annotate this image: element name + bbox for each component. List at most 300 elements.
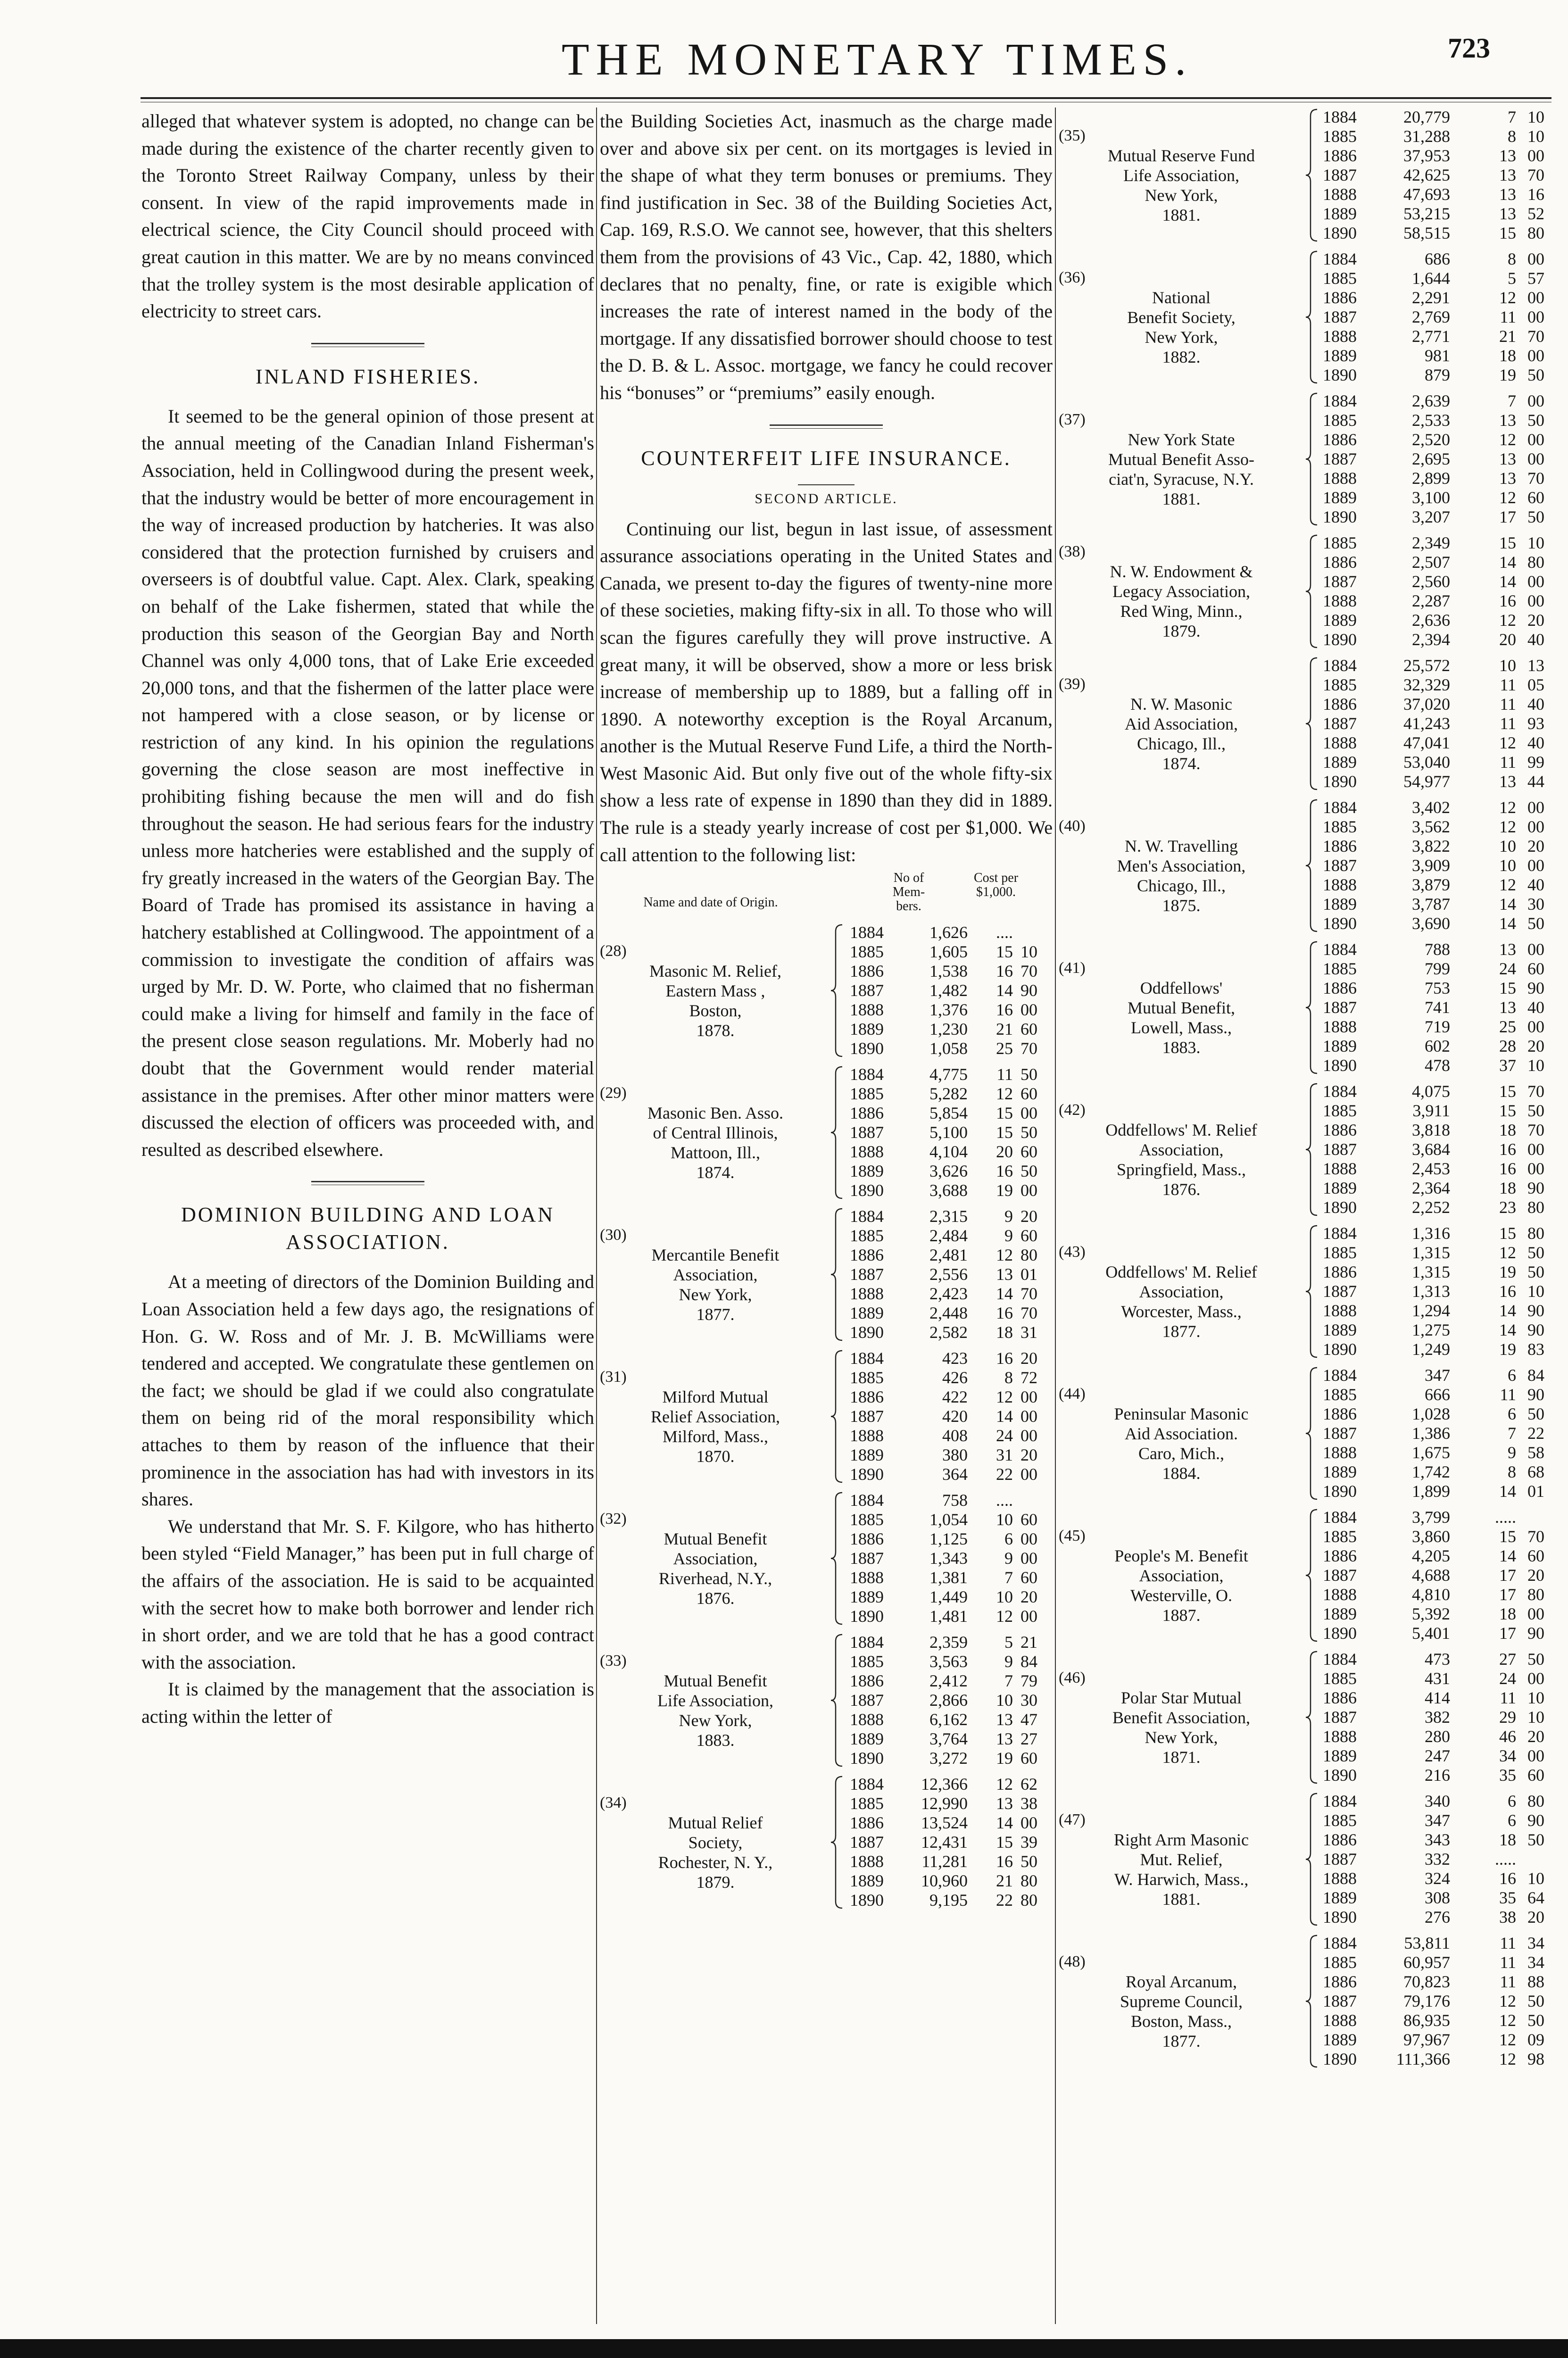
association-name-line: Association, bbox=[1139, 1140, 1224, 1159]
association-figures bbox=[850, 923, 1037, 1058]
brace-glyph bbox=[829, 1065, 845, 1200]
members-cell: 5,401 bbox=[1412, 1624, 1450, 1643]
table-row bbox=[1323, 611, 1559, 630]
cost-cents-cell: 80 bbox=[1020, 1891, 1037, 1910]
table-row bbox=[1323, 1017, 1559, 1037]
cost-dollars-cell: 11 bbox=[1500, 695, 1516, 714]
members-cell: 380 bbox=[942, 1445, 968, 1465]
table-row bbox=[850, 1465, 1037, 1484]
association-name bbox=[1059, 1526, 1304, 1625]
heading-inland-fisheries: INLAND FISHERIES. bbox=[255, 365, 481, 388]
association-name-line: Boston, bbox=[689, 1001, 742, 1020]
association-entry bbox=[1059, 656, 1559, 794]
association-name-line: N. W. Masonic bbox=[1130, 694, 1232, 714]
association-name-line: 1883. bbox=[1162, 1038, 1201, 1057]
year-cell: 1887 bbox=[1323, 572, 1357, 591]
year-cell: 1885 bbox=[850, 1084, 884, 1104]
cost-cents-cell: 68 bbox=[1527, 1462, 1544, 1481]
cost-dollars-cell: 13 bbox=[1499, 204, 1516, 223]
year-cell: 1890 bbox=[850, 1607, 884, 1626]
association-figures bbox=[850, 1491, 1037, 1626]
cost-dollars-cell: 13 bbox=[1499, 185, 1516, 204]
cost-dollars-cell: 12 bbox=[1499, 488, 1516, 507]
table-row bbox=[1323, 411, 1559, 430]
table-row bbox=[1323, 591, 1559, 611]
table-row bbox=[850, 1368, 1037, 1387]
association-entry bbox=[600, 1065, 1053, 1203]
brace-glyph bbox=[1304, 798, 1320, 933]
association-name-line: Men's Association, bbox=[1117, 856, 1246, 875]
cost-dollars-cell: 18 bbox=[1499, 1179, 1516, 1197]
association-name bbox=[600, 1793, 831, 1892]
members-cell: 1,605 bbox=[929, 942, 968, 962]
members-cell: 879 bbox=[1425, 365, 1450, 384]
table-row bbox=[1323, 1243, 1559, 1262]
members-cell: 53,811 bbox=[1404, 1934, 1450, 1952]
members-cell: 2,349 bbox=[1412, 533, 1450, 552]
year-cell: 1888 bbox=[850, 1568, 884, 1587]
year-cell: 1887 bbox=[1323, 856, 1357, 875]
year-cell: 1887 bbox=[1323, 1424, 1357, 1443]
cost-dollars-cell: 14 bbox=[1499, 1546, 1516, 1565]
members-cell: 60,957 bbox=[1403, 1953, 1450, 1972]
association-name-line: Rochester, N. Y., bbox=[658, 1852, 773, 1872]
year-cell: 1888 bbox=[1323, 1017, 1357, 1036]
members-cell: 2,291 bbox=[1412, 288, 1450, 307]
cost-dollars-cell: 18 bbox=[996, 1323, 1013, 1342]
cost-cents-cell: 44 bbox=[1527, 772, 1544, 791]
association-name-line: Aid Association, bbox=[1125, 714, 1238, 733]
year-cell: 1884 bbox=[1323, 798, 1357, 817]
members-cell: 719 bbox=[1425, 1017, 1450, 1036]
table-row bbox=[1323, 1830, 1559, 1850]
brace-glyph bbox=[1304, 1792, 1320, 1927]
table-row bbox=[850, 1729, 1037, 1749]
year-cell: 1885 bbox=[1323, 817, 1357, 836]
association-name-line: Red Wing, Minn., bbox=[1120, 602, 1243, 621]
table-row bbox=[850, 981, 1037, 1000]
cost-dollars-cell: 12 bbox=[1499, 875, 1516, 894]
cost-cents-cell: 50 bbox=[1527, 507, 1544, 526]
year-cell: 1889 bbox=[1323, 1179, 1357, 1197]
cost-dollars-cell: 11 bbox=[1500, 675, 1516, 694]
table-row bbox=[1323, 1624, 1559, 1643]
cost-cents-cell: 00 bbox=[1527, 391, 1544, 410]
table-row bbox=[1323, 1972, 1559, 1992]
year-cell: 1885 bbox=[1323, 127, 1357, 146]
members-cell: 3,799 bbox=[1412, 1508, 1450, 1527]
cost-dollars-cell: 12 bbox=[1499, 817, 1516, 836]
association-figures bbox=[1323, 656, 1559, 791]
members-cell: 111,366 bbox=[1396, 2050, 1450, 2068]
table-row bbox=[1323, 2050, 1559, 2069]
cost-cents-cell: 00 bbox=[1020, 1000, 1037, 1020]
table-row bbox=[1323, 1482, 1559, 1501]
members-cell: 666 bbox=[1425, 1385, 1450, 1404]
cost-dollars-cell: 7 bbox=[1508, 1424, 1516, 1443]
cost-dollars-cell: 6 bbox=[1004, 1529, 1013, 1549]
association-name bbox=[1059, 674, 1304, 773]
association-name bbox=[1059, 1100, 1304, 1199]
members-cell: 2,556 bbox=[929, 1265, 968, 1284]
association-figures bbox=[850, 1065, 1037, 1200]
column-header-cost: Cost per $1,000. bbox=[973, 871, 1019, 900]
members-cell: 414 bbox=[1425, 1688, 1450, 1707]
table-row bbox=[850, 1065, 1037, 1084]
year-cell: 1887 bbox=[1323, 1566, 1357, 1585]
year-cell: 1888 bbox=[850, 1710, 884, 1729]
members-cell: 9,195 bbox=[929, 1891, 968, 1910]
members-cell: 347 bbox=[1425, 1366, 1450, 1385]
article-paragraph: Continuing our list, begun in last issue, of assessment assurance associations operating in the United States and Canada, we present to-day the figures of twenty-nine more of these societies, making fifty-six in all. To those who will scan the figures carefully they will prove instructive. A great many, it will be observed, show a more or less brisk increase of membership up to 1889, but a falling off in 1890. A noteworthy exception is the Royal Arcanum, another is the Mutual Reserve Fund Life, a third the North-West Masonic Aid. But only five out of the whole fifty-six show a less rate of expense in 1890 than they did in 1889. The rule is a steady yearly increase of cost per $1,000. We call attention to the following list: bbox=[600, 518, 1053, 865]
members-cell: 423 bbox=[942, 1349, 968, 1368]
cost-dollars-cell: 19 bbox=[1499, 365, 1516, 384]
association-figures bbox=[1323, 940, 1559, 1075]
table-row bbox=[1323, 224, 1559, 243]
cost-cents-cell: 70 bbox=[1527, 469, 1544, 488]
cost-dollars-cell: 12 bbox=[1499, 2011, 1516, 2030]
association-name-line: ciat'n, Syracuse, N.Y. bbox=[1109, 469, 1254, 489]
cost-cents-cell: 00 bbox=[1527, 940, 1544, 959]
cost-dollars-cell: 13 bbox=[996, 1794, 1013, 1813]
association-name-line: of Central Illinois, bbox=[653, 1123, 778, 1142]
table-row bbox=[1323, 1888, 1559, 1908]
table-row bbox=[850, 1549, 1037, 1568]
association-entry bbox=[1059, 1366, 1559, 1504]
cost-dollars-cell: 16 bbox=[1499, 1282, 1516, 1301]
year-cell: 1885 bbox=[850, 1226, 884, 1245]
cost-cents-cell: 60 bbox=[1527, 959, 1544, 978]
cost-dollars-cell: 16 bbox=[1499, 1140, 1516, 1159]
table-row bbox=[850, 1691, 1037, 1710]
association-name bbox=[1059, 1242, 1304, 1341]
members-cell: 1,742 bbox=[1412, 1462, 1450, 1481]
column-header-name: Name and date of Origin. bbox=[643, 895, 778, 910]
members-cell: 2,866 bbox=[929, 1691, 968, 1710]
association-number: (47) bbox=[1059, 1810, 1086, 1828]
table-row bbox=[1323, 817, 1559, 837]
association-name-line: 1877. bbox=[1162, 1321, 1201, 1341]
brace-glyph bbox=[829, 1349, 845, 1484]
cost-dollars-cell: 21 bbox=[996, 1871, 1013, 1891]
association-name-line: 1878. bbox=[696, 1021, 735, 1040]
association-name bbox=[1059, 816, 1304, 915]
members-cell: 79,176 bbox=[1403, 1992, 1450, 2010]
year-cell: 1888 bbox=[850, 1852, 884, 1871]
cost-cents-cell: 70 bbox=[1527, 1121, 1544, 1139]
association-name bbox=[1059, 1384, 1304, 1483]
members-cell: 1,449 bbox=[929, 1587, 968, 1607]
association-entry bbox=[1059, 108, 1559, 246]
cost-dollars-cell: 16 bbox=[996, 1162, 1013, 1181]
cost-cents-cell: 20 bbox=[1020, 1349, 1037, 1368]
cost-dollars-cell: 6 bbox=[1508, 1366, 1516, 1385]
table-row bbox=[850, 962, 1037, 981]
members-cell: 12,990 bbox=[921, 1794, 968, 1813]
cost-cents-cell: 90 bbox=[1527, 979, 1544, 997]
association-entry bbox=[1059, 1224, 1559, 1362]
members-cell: 686 bbox=[1425, 249, 1450, 268]
members-cell: 788 bbox=[1425, 940, 1450, 959]
year-cell: 1889 bbox=[1323, 1320, 1357, 1339]
brace-glyph bbox=[1304, 1934, 1320, 2069]
year-cell: 1884 bbox=[1323, 249, 1357, 268]
association-number: (46) bbox=[1059, 1669, 1086, 1686]
members-cell: 12,366 bbox=[921, 1775, 968, 1794]
year-cell: 1886 bbox=[1323, 1830, 1357, 1849]
cost-cents-cell: 60 bbox=[1020, 1568, 1037, 1587]
members-cell: 41,243 bbox=[1403, 714, 1450, 733]
year-cell: 1887 bbox=[1323, 1850, 1357, 1868]
association-figures bbox=[850, 1633, 1037, 1768]
association-number: (42) bbox=[1059, 1101, 1086, 1119]
year-cell: 1888 bbox=[850, 1284, 884, 1304]
table-row bbox=[1323, 1320, 1559, 1340]
cost-dollars-cell: 15 bbox=[996, 1123, 1013, 1142]
year-cell: 1889 bbox=[1323, 2030, 1357, 2049]
cost-dollars-cell: 16 bbox=[996, 1852, 1013, 1871]
year-cell: 1887 bbox=[850, 1691, 884, 1710]
association-name-line: 1881. bbox=[1162, 489, 1201, 508]
association-name-line: 1882. bbox=[1162, 347, 1201, 366]
association-name-line: 1875. bbox=[1162, 896, 1201, 915]
cost-dollars-cell: 9 bbox=[1004, 1207, 1013, 1226]
cost-cents-cell: 60 bbox=[1020, 1020, 1037, 1039]
members-cell: 332 bbox=[1425, 1850, 1450, 1868]
members-cell: 2,287 bbox=[1412, 591, 1450, 610]
table-row bbox=[1323, 1462, 1559, 1482]
year-cell: 1886 bbox=[850, 1387, 884, 1407]
cost-dollars-cell: 18 bbox=[1499, 346, 1516, 365]
association-name bbox=[1059, 542, 1304, 641]
cost-cents-cell: 10 bbox=[1527, 1282, 1544, 1301]
association-figures bbox=[1323, 1934, 1559, 2069]
association-name-line: Milford, Mass., bbox=[663, 1427, 768, 1446]
year-cell: 1886 bbox=[1323, 979, 1357, 997]
table-row bbox=[850, 1833, 1037, 1852]
table-row bbox=[1323, 469, 1559, 488]
table-row bbox=[1323, 327, 1559, 346]
year-cell: 1890 bbox=[850, 1323, 884, 1342]
members-cell: 3,688 bbox=[929, 1181, 968, 1200]
association-name-line: Life Association, bbox=[1123, 166, 1239, 185]
cost-dollars-cell: 6 bbox=[1508, 1811, 1516, 1830]
cost-cents-cell: 60 bbox=[1020, 1226, 1037, 1245]
table-row bbox=[1323, 185, 1559, 204]
association-name-line: Association, bbox=[673, 1549, 758, 1568]
association-name-line: Oddfellows' M. Relief bbox=[1105, 1120, 1257, 1139]
cost-dollars-cell: .... bbox=[996, 923, 1013, 942]
cost-dollars-cell: 27 bbox=[1499, 1650, 1516, 1669]
association-entry bbox=[1059, 1792, 1559, 1930]
cost-cents-cell: 50 bbox=[1020, 1065, 1037, 1084]
table-row bbox=[1323, 1262, 1559, 1282]
cost-cents-cell: 79 bbox=[1020, 1671, 1037, 1691]
table-row bbox=[1323, 875, 1559, 895]
association-number: (40) bbox=[1059, 817, 1086, 835]
association-entry bbox=[600, 1207, 1053, 1345]
year-cell: 1886 bbox=[850, 1245, 884, 1265]
cost-cents-cell: 00 bbox=[1527, 146, 1544, 165]
table-row bbox=[1323, 1650, 1559, 1669]
year-cell: 1884 bbox=[1323, 1650, 1357, 1669]
section-divider bbox=[311, 1181, 424, 1185]
cost-dollars-cell: 12 bbox=[1499, 2050, 1516, 2068]
cost-cents-cell: 50 bbox=[1527, 1243, 1544, 1262]
cost-cents-cell: 09 bbox=[1527, 2030, 1544, 2049]
cost-dollars-cell: 24 bbox=[996, 1426, 1013, 1445]
year-cell: 1885 bbox=[1323, 411, 1357, 430]
table-row bbox=[850, 1387, 1037, 1407]
association-name-line: Benefit Association, bbox=[1112, 1708, 1250, 1727]
association-name-line: New York, bbox=[679, 1285, 752, 1304]
year-cell: 1885 bbox=[1323, 1243, 1357, 1262]
year-cell: 1890 bbox=[1323, 365, 1357, 384]
cost-dollars-cell: 14 bbox=[1499, 895, 1516, 913]
table-row bbox=[1323, 1527, 1559, 1546]
cost-cents-cell: 00 bbox=[1527, 249, 1544, 268]
year-cell: 1888 bbox=[1323, 1869, 1357, 1888]
cost-dollars-cell: 22 bbox=[996, 1465, 1013, 1484]
table-row bbox=[1323, 837, 1559, 856]
table-header bbox=[600, 871, 1053, 923]
association-figures bbox=[1323, 798, 1559, 933]
table-row bbox=[1323, 1366, 1559, 1385]
association-name-line: National bbox=[1152, 288, 1211, 307]
brace-glyph bbox=[1304, 1650, 1320, 1785]
table-row bbox=[1323, 895, 1559, 914]
cost-cents-cell: 93 bbox=[1527, 714, 1544, 733]
members-cell: 32,329 bbox=[1403, 675, 1450, 694]
table-row bbox=[1323, 1934, 1559, 1953]
association-name-line: Mattoon, Ill., bbox=[671, 1143, 760, 1162]
table-row bbox=[1323, 856, 1559, 875]
year-cell: 1888 bbox=[1323, 1727, 1357, 1746]
year-cell: 1886 bbox=[1323, 695, 1357, 714]
year-cell: 1885 bbox=[1323, 675, 1357, 694]
year-cell: 1886 bbox=[850, 1104, 884, 1123]
members-cell: 741 bbox=[1425, 998, 1450, 1017]
year-cell: 1884 bbox=[1323, 656, 1357, 675]
table-row bbox=[1323, 979, 1559, 998]
cost-cents-cell: 70 bbox=[1527, 327, 1544, 346]
members-cell: 280 bbox=[1425, 1727, 1450, 1746]
table-row bbox=[1323, 1056, 1559, 1075]
association-name-line: Mutual Benefit bbox=[664, 1671, 767, 1690]
cost-dollars-cell: 17 bbox=[1499, 507, 1516, 526]
association-name-line: Masonic M. Relief, bbox=[649, 961, 781, 980]
association-name-line: 1876. bbox=[696, 1588, 735, 1608]
cost-dollars-cell: 13 bbox=[996, 1710, 1013, 1729]
table-row bbox=[1323, 1179, 1559, 1198]
members-cell: 473 bbox=[1425, 1650, 1450, 1669]
table-row bbox=[1323, 1792, 1559, 1811]
table-row bbox=[1323, 365, 1559, 385]
cost-dollars-cell: 38 bbox=[1499, 1908, 1516, 1926]
association-name-line: Eastern Mass , bbox=[665, 981, 765, 1000]
cost-cents-cell: 22 bbox=[1527, 1424, 1544, 1443]
brace-glyph bbox=[1304, 1224, 1320, 1359]
cost-dollars-cell: 13 bbox=[1499, 411, 1516, 430]
association-name-line: People's M. Benefit bbox=[1114, 1546, 1248, 1565]
cost-dollars-cell: 11 bbox=[1500, 307, 1516, 326]
members-cell: 97,967 bbox=[1403, 2030, 1450, 2049]
association-name-line: W. Harwich, Mass., bbox=[1114, 1869, 1249, 1889]
members-cell: 3,563 bbox=[929, 1652, 968, 1671]
members-cell: 1,376 bbox=[929, 1000, 968, 1020]
brace-glyph bbox=[1304, 1366, 1320, 1501]
cost-cents-cell: 20 bbox=[1527, 1037, 1544, 1055]
cost-dollars-cell: 20 bbox=[996, 1142, 1013, 1162]
association-number: (29) bbox=[600, 1084, 627, 1102]
cost-dollars-cell: 13 bbox=[996, 1729, 1013, 1749]
cost-cents-cell: 50 bbox=[1020, 1123, 1037, 1142]
cost-dollars-cell: 15 bbox=[1499, 1527, 1516, 1546]
association-name-line: Chicago, Ill., bbox=[1137, 734, 1226, 753]
association-name-line: Springfield, Mass., bbox=[1117, 1160, 1246, 1179]
year-cell: 1889 bbox=[1323, 895, 1357, 913]
cost-dollars-cell: 12 bbox=[1499, 733, 1516, 752]
cost-cents-cell: 40 bbox=[1527, 630, 1544, 649]
association-name-line: N. W. Travelling bbox=[1124, 836, 1238, 855]
association-figures bbox=[1323, 533, 1559, 649]
cost-cents-cell: 00 bbox=[1527, 856, 1544, 875]
cost-dollars-cell: 16 bbox=[996, 962, 1013, 981]
year-cell: 1890 bbox=[850, 1891, 884, 1910]
table-row bbox=[1323, 146, 1559, 166]
heading-dominion-building: DOMINION BUILDING AND LOAN ASSOCIATION. bbox=[181, 1203, 555, 1254]
cost-dollars-cell: 10 bbox=[1499, 837, 1516, 855]
brace-glyph bbox=[1304, 249, 1320, 385]
year-cell: 1885 bbox=[850, 1794, 884, 1813]
cost-dollars-cell: 12 bbox=[1499, 430, 1516, 449]
members-cell: 431 bbox=[1425, 1669, 1450, 1688]
table-row bbox=[1323, 1224, 1559, 1243]
year-cell: 1886 bbox=[850, 1813, 884, 1833]
section-divider bbox=[311, 343, 424, 347]
cost-dollars-cell: 15 bbox=[1499, 1082, 1516, 1101]
year-cell: 1884 bbox=[1323, 391, 1357, 410]
members-cell: 1,316 bbox=[1412, 1224, 1450, 1243]
members-cell: 1,230 bbox=[929, 1020, 968, 1039]
cost-dollars-cell: 11 bbox=[1500, 1934, 1516, 1952]
year-cell: 1886 bbox=[850, 962, 884, 981]
association-name-line: 1881. bbox=[1162, 205, 1201, 224]
year-cell: 1887 bbox=[1323, 449, 1357, 468]
members-cell: 408 bbox=[942, 1426, 968, 1445]
association-name-line: N. W. Endowment & bbox=[1110, 562, 1253, 581]
association-entry bbox=[600, 1349, 1053, 1487]
cost-cents-cell: 80 bbox=[1527, 1224, 1544, 1243]
masthead-title: THE MONETARY TIMES. bbox=[561, 34, 1193, 84]
year-cell: 1884 bbox=[1323, 1792, 1357, 1810]
association-number: (32) bbox=[600, 1510, 627, 1528]
members-cell: 11,281 bbox=[921, 1852, 968, 1871]
cost-cents-cell: 10 bbox=[1527, 108, 1544, 126]
members-cell: 86,935 bbox=[1403, 2011, 1450, 2030]
cost-dollars-cell: 11 bbox=[1500, 1953, 1516, 1972]
table-row bbox=[850, 1142, 1037, 1162]
table-row bbox=[850, 1426, 1037, 1445]
cost-cents-cell: 83 bbox=[1527, 1340, 1544, 1359]
year-cell: 1890 bbox=[1323, 1908, 1357, 1926]
year-cell: 1886 bbox=[1323, 837, 1357, 855]
table-row bbox=[1323, 1101, 1559, 1121]
members-cell: 1,343 bbox=[929, 1549, 968, 1568]
cost-dollars-cell: 10 bbox=[996, 1510, 1013, 1529]
association-name-line: Life Association, bbox=[657, 1691, 773, 1710]
year-cell: 1888 bbox=[1323, 875, 1357, 894]
